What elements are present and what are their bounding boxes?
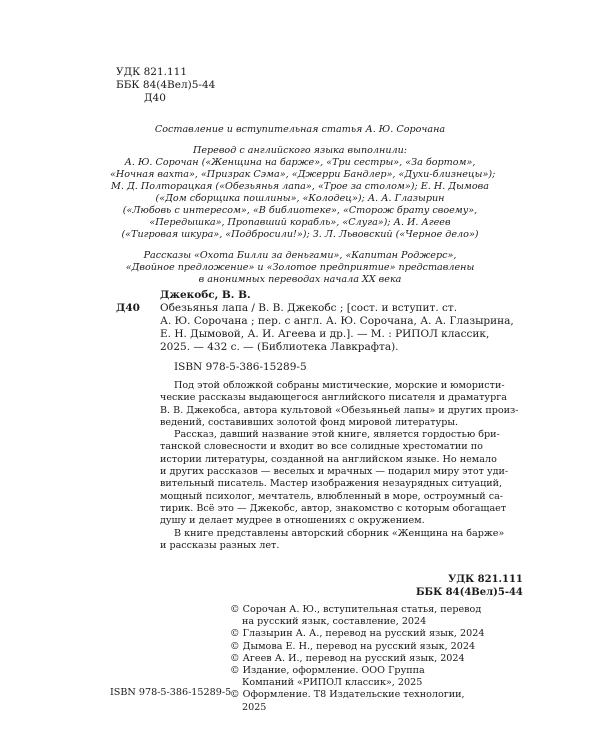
annotation-line: и других рассказов — веселых и мрачных — подарил миру этот уди- xyxy=(160,466,509,478)
translators-line: «Ночная вахта», «Призрак Сэма», «Джерри Бандлер», «Духи-близнецы»); xyxy=(110,169,496,180)
annotation-line: ческие рассказы выдающегося английского писателя и драматурга xyxy=(160,392,507,404)
translators-line: («Тигровая шкура», «Подбросили!»); З. Л. Львовский («Черное дело») xyxy=(121,229,479,240)
biblio-line: Обезьянья лапа / В. В. Джекобс ; [сост. и вступит. ст. xyxy=(160,302,458,314)
annotation-line: душу и делает мудрее в отношениях с окружением. xyxy=(160,515,425,527)
anonymous-line: в анонимных переводах начала XX века xyxy=(198,274,402,285)
copyright-line: © Сорочан А. Ю., вступительная статья, перевод xyxy=(230,604,482,615)
annotation-line: вительный писатель. Мастер изображения незаурядных ситуаций, xyxy=(160,478,503,490)
annotation-line: и рассказы разных лет. xyxy=(160,539,280,551)
copyright-line: © Издание, оформление. ООО Группа xyxy=(230,665,425,677)
annotation-line: В книге представлены авторский сборник «Женщина на барже» xyxy=(174,527,505,539)
annotation-line: ведений, составивших золотой фонд мировой литературы. xyxy=(160,416,459,428)
biblio-line: 2025. — 432 с. — (Библиотека Лавкрафта). xyxy=(160,341,399,353)
isbn-main: ISBN 978-5-386-15289-5 xyxy=(174,361,307,373)
udk-code: УДК 821.111 xyxy=(448,574,523,585)
annotation-line: Рассказ, давший название этой книге, является гордостью бри- xyxy=(174,429,500,441)
bibliographic-record xyxy=(160,289,514,354)
annotation-line: танской словесности и входит во все солидные хрестоматии по xyxy=(160,441,483,453)
udk-code: УДК 821.111 xyxy=(116,66,188,78)
annotation-line: мощный психолог, мечтатель, влюбленный в море, остроумный са- xyxy=(160,490,504,502)
annotation-block xyxy=(160,380,519,552)
anonymous-line: Рассказы «Охота Билли за деньгами», «Капитан Роджерс», xyxy=(143,250,457,261)
udk-block-top xyxy=(116,66,215,105)
translators-line: «Передышка», Пропавший корабль», «Слуга»); А. И. Агеев xyxy=(149,217,451,228)
translators-line: («Любовь с интересом», «В библиотеке», «Сторож брату своему», xyxy=(122,205,478,216)
biblio-author-mark: Д40 xyxy=(116,302,140,314)
copyright-block xyxy=(230,604,498,714)
copyright-line: © Оформление. Т8 Издательские технологии, xyxy=(230,689,465,701)
biblio-line: А. Ю. Сорочана ; пер. с англ. А. Ю. Сорочана, А. А. Глазырина, xyxy=(160,315,514,327)
biblio-line: Е. Н. Дымовой, А. И. Агеева и др.]. — М. : РИПОЛ классик, xyxy=(160,328,490,340)
isbn-bottom: ISBN 978-5-386-15289-5 xyxy=(110,687,232,698)
copyright-line: на русский язык, составление, 2024 xyxy=(242,616,427,628)
annotation-line: Под этой обложкой собраны мистические, морские и юмористи- xyxy=(174,380,505,391)
annotation-line: В. В. Джекобса, автора культовой «Обезьяньей лапы» и других произ- xyxy=(160,404,519,416)
copyright-line: 2025 xyxy=(242,701,267,713)
biblio-author: Джекобс, В. В. xyxy=(160,289,251,301)
compiler-line: Составление и вступительная статья А. Ю. Сорочана xyxy=(154,124,446,135)
copyright-line: © Дымова Е. Н., перевод на русский язык, 2024 xyxy=(230,640,476,652)
translators-line: М. Д. Полторацкая («Обезьянья лапа», «Трое за столом»); Е. Н. Дымова xyxy=(111,181,489,192)
udk-block-bottom xyxy=(416,573,523,599)
annotation-line: истории литературы, созданной на английском языке. Но немало xyxy=(160,453,497,465)
credits-block xyxy=(110,124,496,286)
bbk-code: ББК 84(4Вел)5-44 xyxy=(416,587,523,598)
translators-line: («Дом сборщика пошлины», «Колодец»); А. А. Глазырин xyxy=(155,193,445,204)
copyright-line: © Агеев А. И., перевод на русский язык, 2024 xyxy=(230,652,465,664)
bbk-code: ББК 84(4Вел)5-44 xyxy=(116,79,216,91)
copyright-line: © Глазырин А. А., перевод на русский язык, 2024 xyxy=(230,628,485,640)
anonymous-line: «Двойное предложение» и «Золотое предприятие» представлены xyxy=(125,262,475,273)
translators-line: Перевод с английского языка выполнили: xyxy=(192,145,408,156)
annotation-line: тирик. Всё это — Джекобс, автор, знакомство с которым обогащает xyxy=(160,502,507,514)
translators-line: А. Ю. Сорочан («Женщина на барже», «Три сестры», «За бортом», xyxy=(124,157,476,168)
copyright-line: Компаний «РИПОЛ классик», 2025 xyxy=(242,677,423,689)
author-mark: Д40 xyxy=(144,92,166,104)
